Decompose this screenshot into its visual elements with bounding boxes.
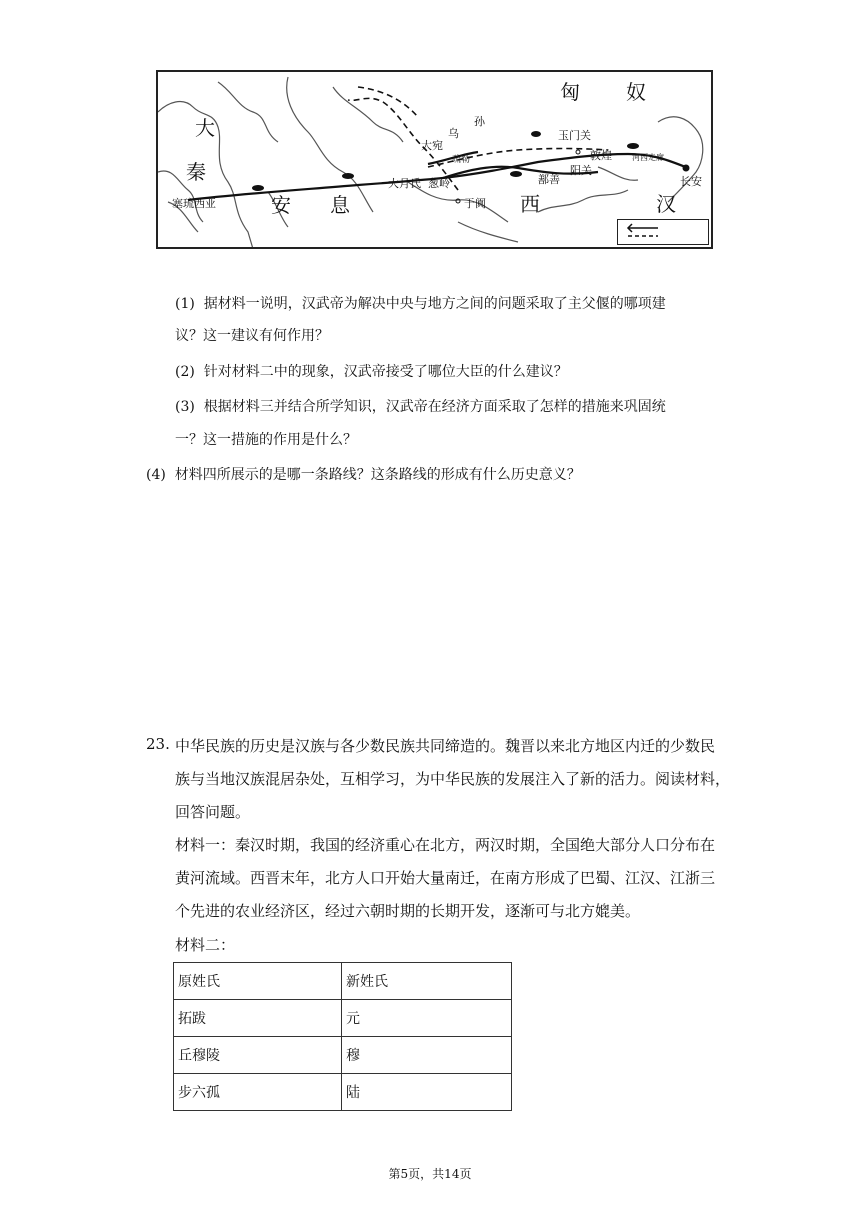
question-4-text: 材料四所展示的是哪一条路线？这条路线的形成有什么历史意义？ (174, 467, 581, 483)
table-header-row (174, 963, 512, 1000)
question-1-line-1 (175, 294, 666, 314)
q23-number: 23. (146, 735, 170, 753)
q23-intro-line-1: 中华民族的历史是汉族与各少数民族共同缔造的。魏晋以来北方地区内迁的少数民 (175, 737, 716, 755)
map-label-da: 大 (195, 116, 215, 140)
map-label-seleucia: 塞琉西亚 (172, 197, 216, 210)
material-1-line-2: 黄河流域。西晋末年，北方人口开始大量南迁，在南方形成了巴蜀、江汉、江浙三 (175, 869, 716, 887)
table-row (174, 1074, 512, 1111)
map-label-wusun-2: 孙 (474, 115, 485, 128)
map-label-dayuan: 大宛 (421, 139, 443, 152)
map-label-anxi-1: 安 (271, 193, 291, 217)
q23-intro-line-2: 族与当地汉族混居杂处，互相学习，为中华民族的发展注入了新的活力。阅读材料， (175, 770, 731, 788)
table-row (174, 1000, 512, 1037)
map-label-xiongnu-2: 奴 (626, 80, 646, 104)
table-cell: 陆 (342, 1074, 512, 1111)
map-label-yangguan: 阳关 (570, 164, 592, 177)
question-4-number: (4) (146, 467, 166, 483)
question-2-text: 针对材料二中的现象，汉武帝接受了哪位大臣的什么建议？ (203, 364, 568, 380)
question-3-text-1: 根据材料三并结合所学知识，汉武帝在经济方面采取了怎样的措施来巩固统 (203, 399, 666, 415)
map-label-changan: 长安 (680, 175, 702, 188)
map-label-dayuezhi: 大月氏 (388, 177, 421, 190)
q23-intro-line-3: 回答问题。 (175, 803, 251, 821)
question-1-text-1: 据材料一说明，汉武帝为解决中央与地方之间的问题采取了主父偃的哪项建 (203, 296, 666, 312)
map-legend (617, 219, 709, 245)
page-footer: 第5页，共14页 (388, 1167, 472, 1181)
map-label-anxi-2: 息 (330, 193, 350, 217)
map-label-congling: 葱岭 (428, 177, 450, 190)
legend-arrows (618, 220, 708, 244)
question-4 (146, 465, 581, 485)
map-label-shule: 疏勒 (452, 155, 471, 165)
map-label-hexi: 河西走廊 (632, 153, 664, 162)
surname-table (173, 962, 512, 1111)
question-1-line-2: 议？这一建议有何作用？ (175, 328, 329, 344)
question-3-line-2: 一？这一措施的作用是什么？ (175, 432, 357, 448)
material-1-line-1: 材料一：秦汉时期，我国的经济重心在北方，两汉时期，全国绝大部分人口分布在 (175, 836, 716, 854)
map-label-wusun-1: 乌 (448, 127, 459, 140)
map-label-qin: 秦 (186, 160, 206, 184)
map-label-shanshan: 鄯善 (538, 173, 560, 186)
question-2-number: (2) (175, 364, 195, 380)
table-cell: 步六孤 (174, 1074, 342, 1111)
map-label-yumenguan: 玉门关 (558, 129, 591, 142)
map-label-yutian: 于阗 (464, 197, 486, 210)
question-1-number: (1) (175, 296, 195, 312)
silk-road-map (156, 70, 713, 249)
material-1-line-3: 个先进的农业经济区，经过六朝时期的长期开发，逐渐可与北方媲美。 (175, 902, 641, 920)
question-2 (175, 362, 568, 382)
question-3-line-1 (175, 397, 666, 417)
table-cell: 元 (342, 1000, 512, 1037)
table-cell: 穆 (342, 1037, 512, 1074)
table-row (174, 1037, 512, 1074)
question-3-number: (3) (175, 399, 195, 415)
map-label-dunhuang: 敦煌 (590, 149, 612, 162)
table-cell: 拓跋 (174, 1000, 342, 1037)
map-label-xiongnu-1: 匈 (560, 80, 580, 104)
table-header-new: 新姓氏 (342, 963, 512, 1000)
table-cell: 丘穆陵 (174, 1037, 342, 1074)
table-header-original: 原姓氏 (174, 963, 342, 1000)
material-2-label: 材料二： (175, 936, 236, 954)
map-label-xi: 西 (520, 192, 540, 216)
map-label-han: 汉 (656, 192, 676, 216)
